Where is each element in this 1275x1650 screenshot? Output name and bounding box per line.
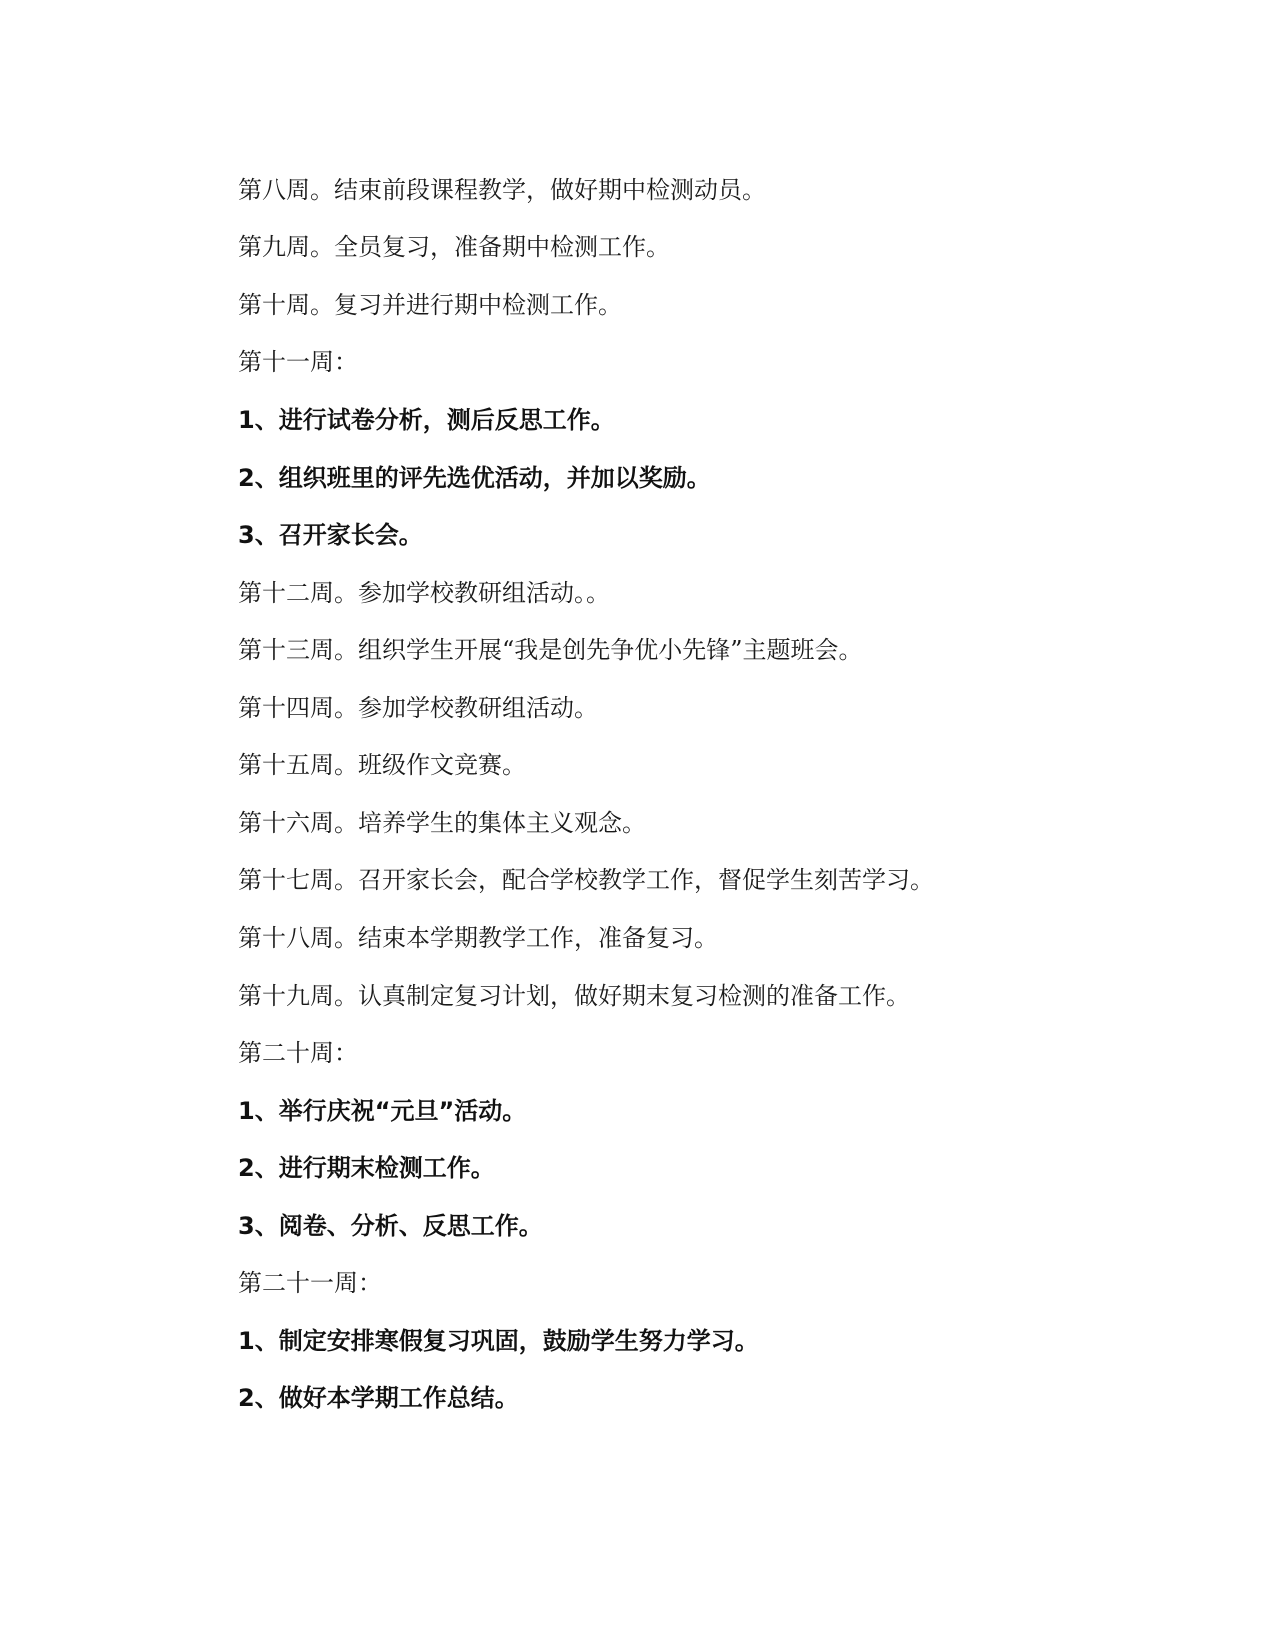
week-16-line: 第十六周。培养学生的集体主义观念。 xyxy=(238,809,646,837)
week-9-line: 第九周。全员复习，准备期中检测工作。 xyxy=(238,233,670,261)
week-17-line: 第十七周。召开家长会，配合学校教学工作，督促学生刻苦学习。 xyxy=(238,866,934,894)
week-21-item-2: 2、做好本学期工作总结。 xyxy=(238,1384,519,1412)
week-20-item-1: 1、举行庆祝“元旦”活动。 xyxy=(238,1097,527,1125)
week-11-item-1: 1、进行试卷分析，测后反思工作。 xyxy=(238,406,615,434)
week-11-item-2: 2、组织班里的评先选优活动，并加以奖励。 xyxy=(238,464,711,492)
week-8-line: 第八周。结束前段课程教学，做好期中检测动员。 xyxy=(238,176,766,204)
week-21-heading: 第二十一周： xyxy=(238,1269,382,1297)
week-15-line: 第十五周。班级作文竞赛。 xyxy=(238,751,526,779)
week-11-item-3: 3、召开家长会。 xyxy=(238,521,423,549)
week-20-item-2: 2、进行期末检测工作。 xyxy=(238,1154,495,1182)
week-10-line: 第十周。复习并进行期中检测工作。 xyxy=(238,291,622,319)
week-13-line: 第十三周。组织学生开展“我是创先争优小先锋”主题班会。 xyxy=(238,636,863,664)
week-19-line: 第十九周。认真制定复习计划，做好期末复习检测的准备工作。 xyxy=(238,982,910,1010)
week-12-line: 第十二周。参加学校教研组活动。。 xyxy=(238,579,610,607)
week-20-heading: 第二十周： xyxy=(238,1039,358,1067)
week-11-heading: 第十一周： xyxy=(238,348,358,376)
week-14-line: 第十四周。参加学校教研组活动。 xyxy=(238,694,598,722)
week-18-line: 第十八周。结束本学期教学工作，准备复习。 xyxy=(238,924,718,952)
week-20-item-3: 3、阅卷、分析、反思工作。 xyxy=(238,1212,543,1240)
week-21-item-1: 1、制定安排寒假复习巩固，鼓励学生努力学习。 xyxy=(238,1327,759,1355)
